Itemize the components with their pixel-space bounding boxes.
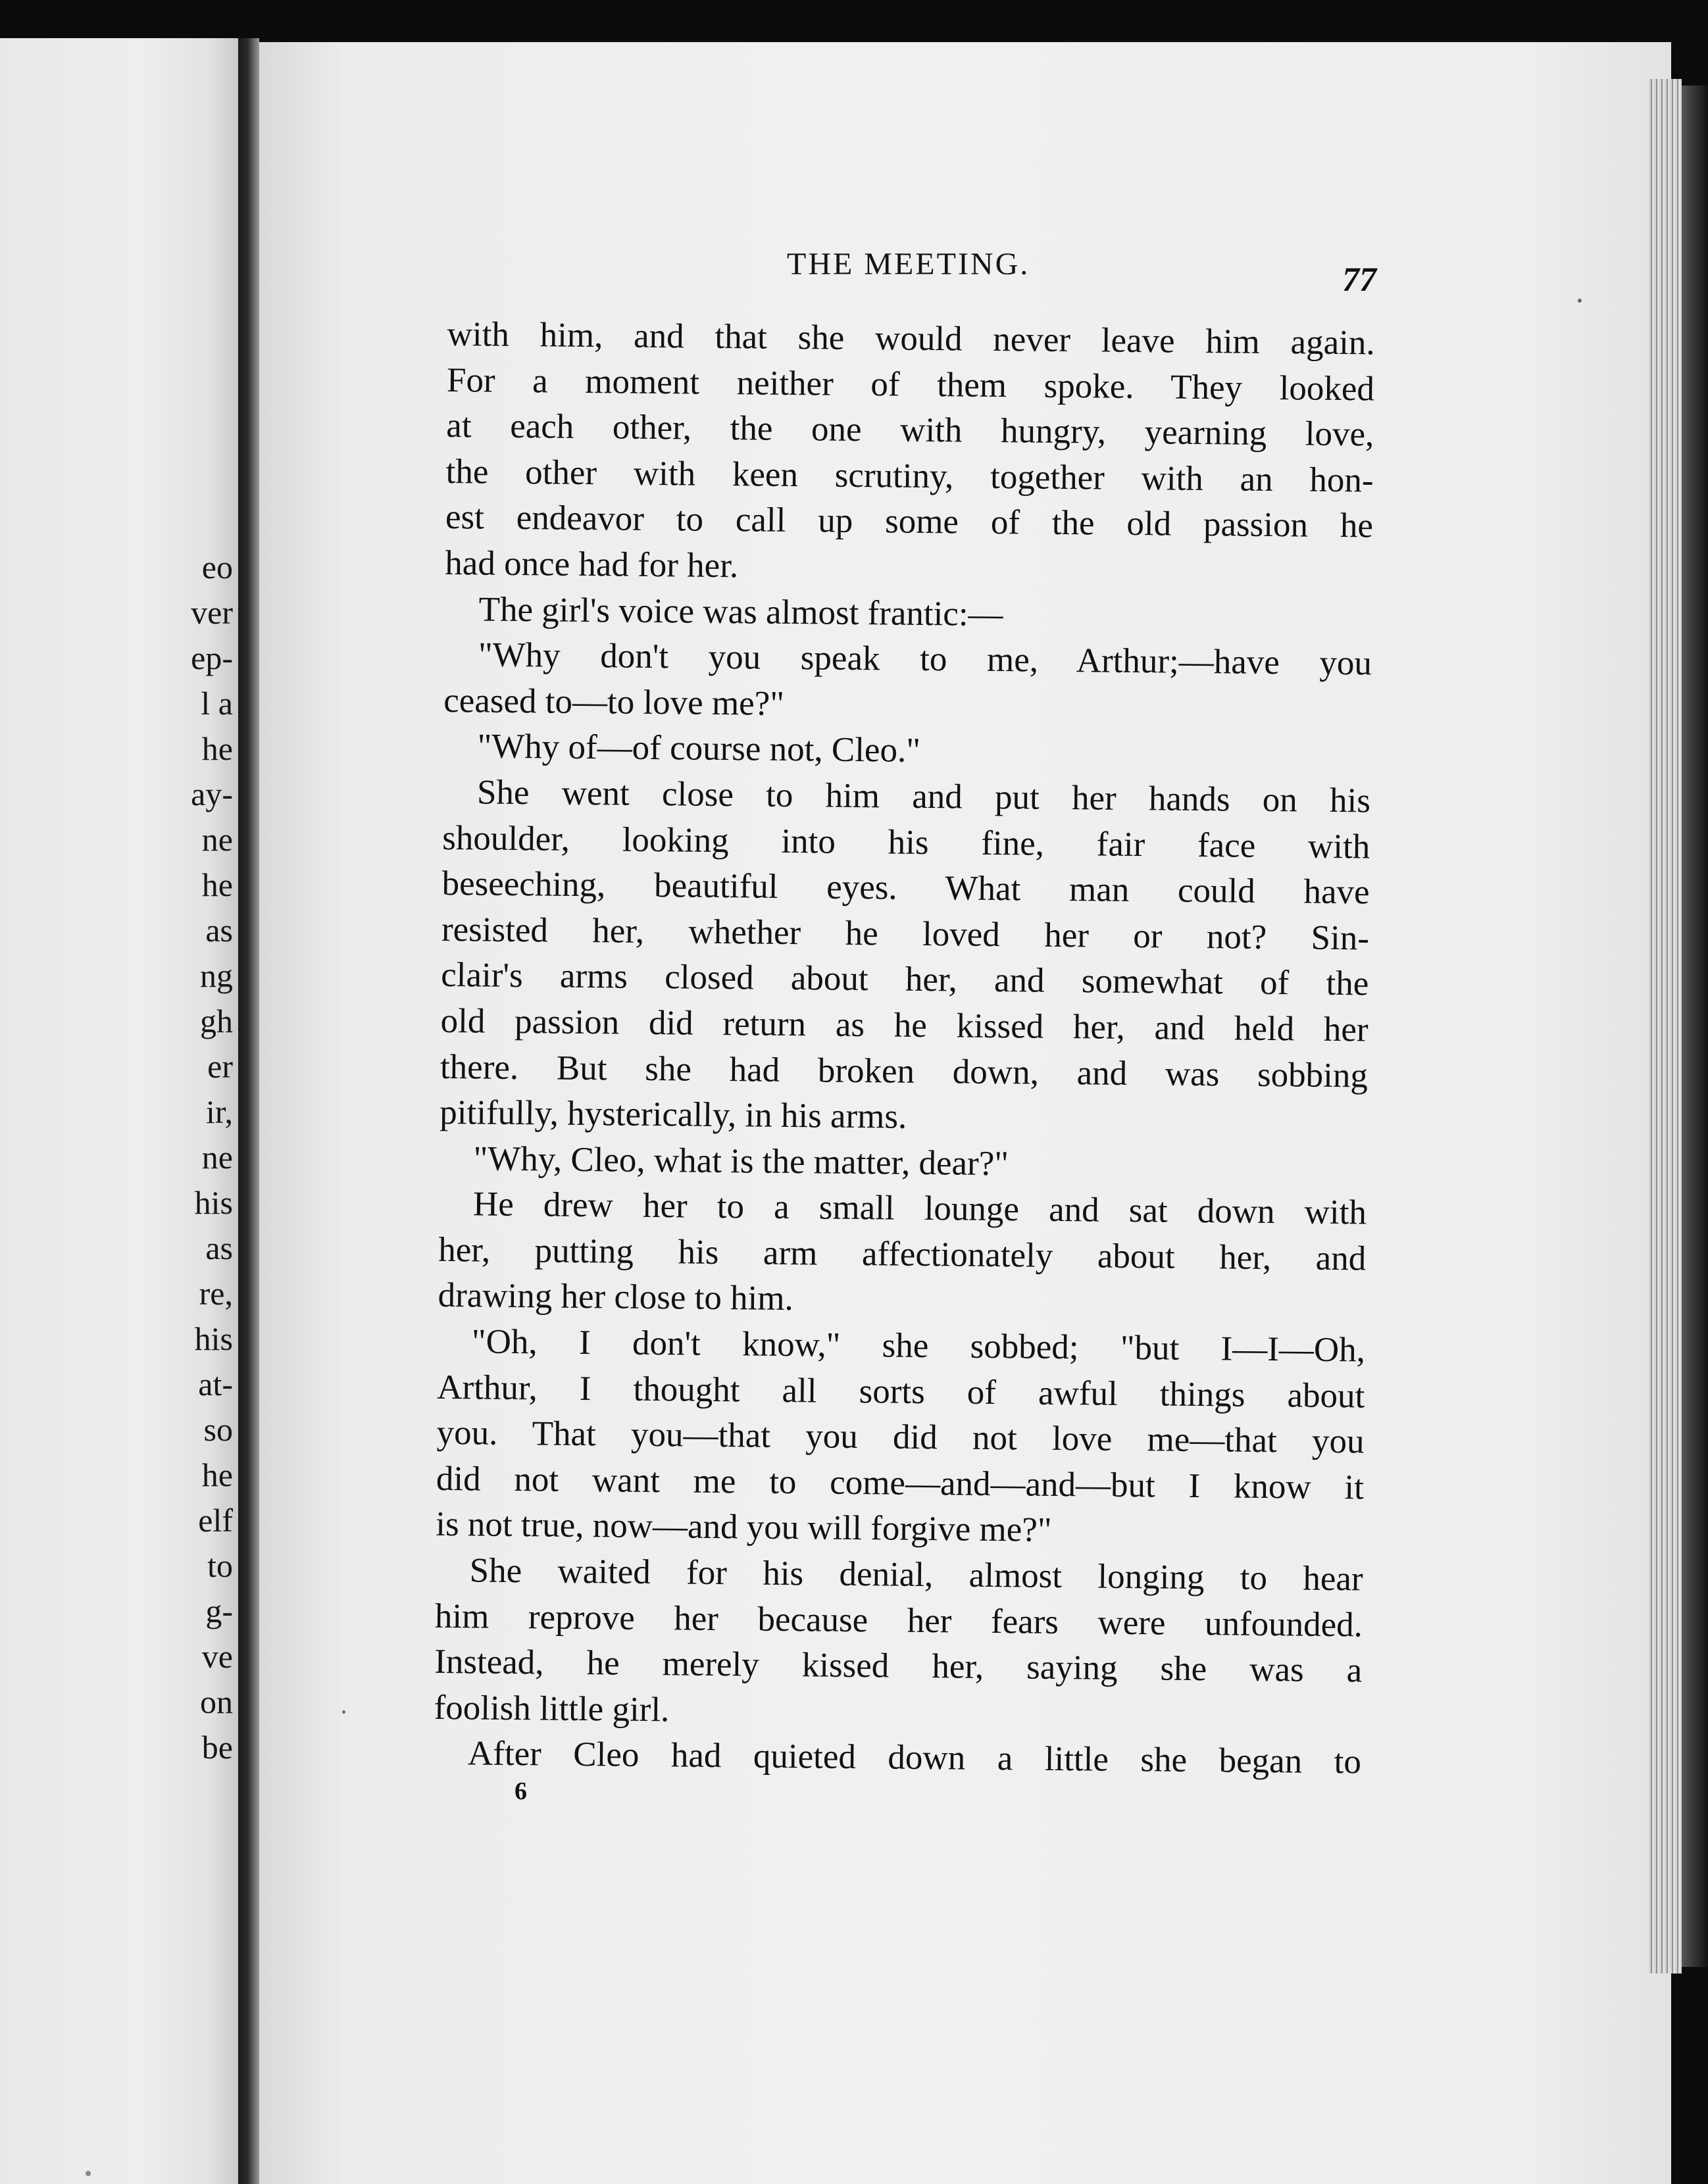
text-line: pitifully, hysterically, in his arms. xyxy=(440,1093,907,1136)
text-line: him reprove her because her fears were unfounded. xyxy=(434,1597,1363,1645)
text-line: "Why don't you speak to me, Arthur;—have you xyxy=(478,635,1372,683)
left-fragment-line: he xyxy=(201,866,233,903)
left-fragment-line: ep- xyxy=(191,639,233,676)
left-fragment-line: he xyxy=(201,730,233,767)
text-line: clair's arms closed about her, and somewhat of the xyxy=(441,956,1369,1003)
text-line: there. But she had broken down, and was sobbing xyxy=(440,1047,1369,1095)
left-fragment-line: g- xyxy=(205,1593,233,1629)
left-fragment-line: eo xyxy=(201,549,233,585)
left-fragment-line: his xyxy=(194,1184,233,1221)
text-line: beseeching, beautiful eyes. What man could have xyxy=(441,864,1370,912)
text-line: After Cleo had quieted down a little she began to xyxy=(467,1734,1362,1781)
left-fragment-line: at- xyxy=(198,1366,233,1402)
text-line: Instead, he merely kissed her, saying she was a xyxy=(434,1643,1363,1690)
dust-speck xyxy=(342,1710,345,1714)
text-line: She went close to him and put her hands on his xyxy=(476,773,1371,820)
left-fragment-line: be xyxy=(201,1729,233,1766)
text-line: "Oh, I don't know," she sobbed; "but I—I—Oh, xyxy=(471,1322,1366,1370)
text-line: is not true, now—and you will forgive me?" xyxy=(436,1505,1052,1550)
left-fragment-line: ir, xyxy=(205,1093,233,1130)
left-fragment-line: he xyxy=(201,1456,233,1493)
text-line: shoulder, looking into his fine, fair face with xyxy=(442,818,1370,866)
left-fragment-line: his xyxy=(194,1320,233,1357)
left-fragment-line: ng xyxy=(200,957,233,994)
left-fragment-line: so xyxy=(203,1411,233,1448)
left-fragment-line: elf xyxy=(198,1502,233,1539)
text-line: you. That you—that you did not love me—that you xyxy=(436,1414,1365,1461)
text-line: He drew her to a small lounge and sat down with xyxy=(472,1185,1367,1232)
left-fragment-line: l a xyxy=(201,685,233,722)
text-line: The girl's voice was almost frantic:— xyxy=(478,590,1003,633)
left-fragment-line: ay- xyxy=(191,776,233,812)
left-fragment-line: re, xyxy=(199,1275,233,1312)
text-line: "Why of—of course not, Cleo." xyxy=(477,727,921,770)
page-edges-shadow xyxy=(1682,86,1708,1967)
text-line: her, putting his arm affectionately about her, and xyxy=(438,1230,1367,1278)
signature-mark: 6 xyxy=(515,1777,527,1805)
page-edges xyxy=(1649,79,1682,1973)
left-fragment-line: er xyxy=(207,1048,233,1085)
text-line: est endeavor to call up some of the old passion he xyxy=(445,498,1374,545)
left-fragment-line: ne xyxy=(201,821,233,858)
running-head: THE MEETING. xyxy=(787,247,1030,282)
text-line: Arthur, I thought all sorts of awful things about xyxy=(437,1368,1365,1416)
dust-speck xyxy=(1578,299,1582,303)
text-line: resisted her, whether he loved her or not? Sin- xyxy=(441,910,1370,958)
left-fragment-line: ver xyxy=(191,594,233,631)
left-facing-page xyxy=(0,38,238,2184)
text-line: did not want me to come—and—and—but I know it xyxy=(436,1459,1365,1507)
text-line: had once had for her. xyxy=(445,543,739,585)
text-line: foolish little girl. xyxy=(434,1688,670,1729)
text-line: at each other, the one with hungry, yearning love, xyxy=(446,407,1374,454)
text-line: with him, and that she would never leave him again. xyxy=(447,314,1375,362)
text-line: drawing her close to him. xyxy=(438,1276,794,1318)
left-fragment-line: as xyxy=(205,912,233,949)
dust-speck xyxy=(86,2171,91,2176)
book-gutter xyxy=(238,38,259,2184)
left-fragment-line: on xyxy=(200,1683,233,1720)
text-line: the other with keen scrutiny, together with an hon- xyxy=(445,452,1374,500)
text-line: "Why, Cleo, what is the matter, dear?" xyxy=(473,1139,1009,1183)
text-line: For a moment neither of them spoke. They looked xyxy=(446,360,1375,409)
left-fragment-line: to xyxy=(207,1547,233,1584)
left-fragment-line: ve xyxy=(201,1638,233,1675)
page-number: 77 xyxy=(1342,261,1376,299)
left-fragment-line: ne xyxy=(201,1139,233,1176)
left-fragment-line: gh xyxy=(200,1003,233,1039)
text-line: old passion did return as he kissed her, and held her xyxy=(440,1001,1369,1049)
body-text xyxy=(434,312,1375,1785)
text-line: ceased to—to love me?" xyxy=(443,681,785,723)
left-fragment-line: as xyxy=(205,1229,233,1266)
left-page-text-fragments xyxy=(191,545,233,1770)
text-line: She waited for his denial, almost longing to hear xyxy=(469,1551,1363,1599)
